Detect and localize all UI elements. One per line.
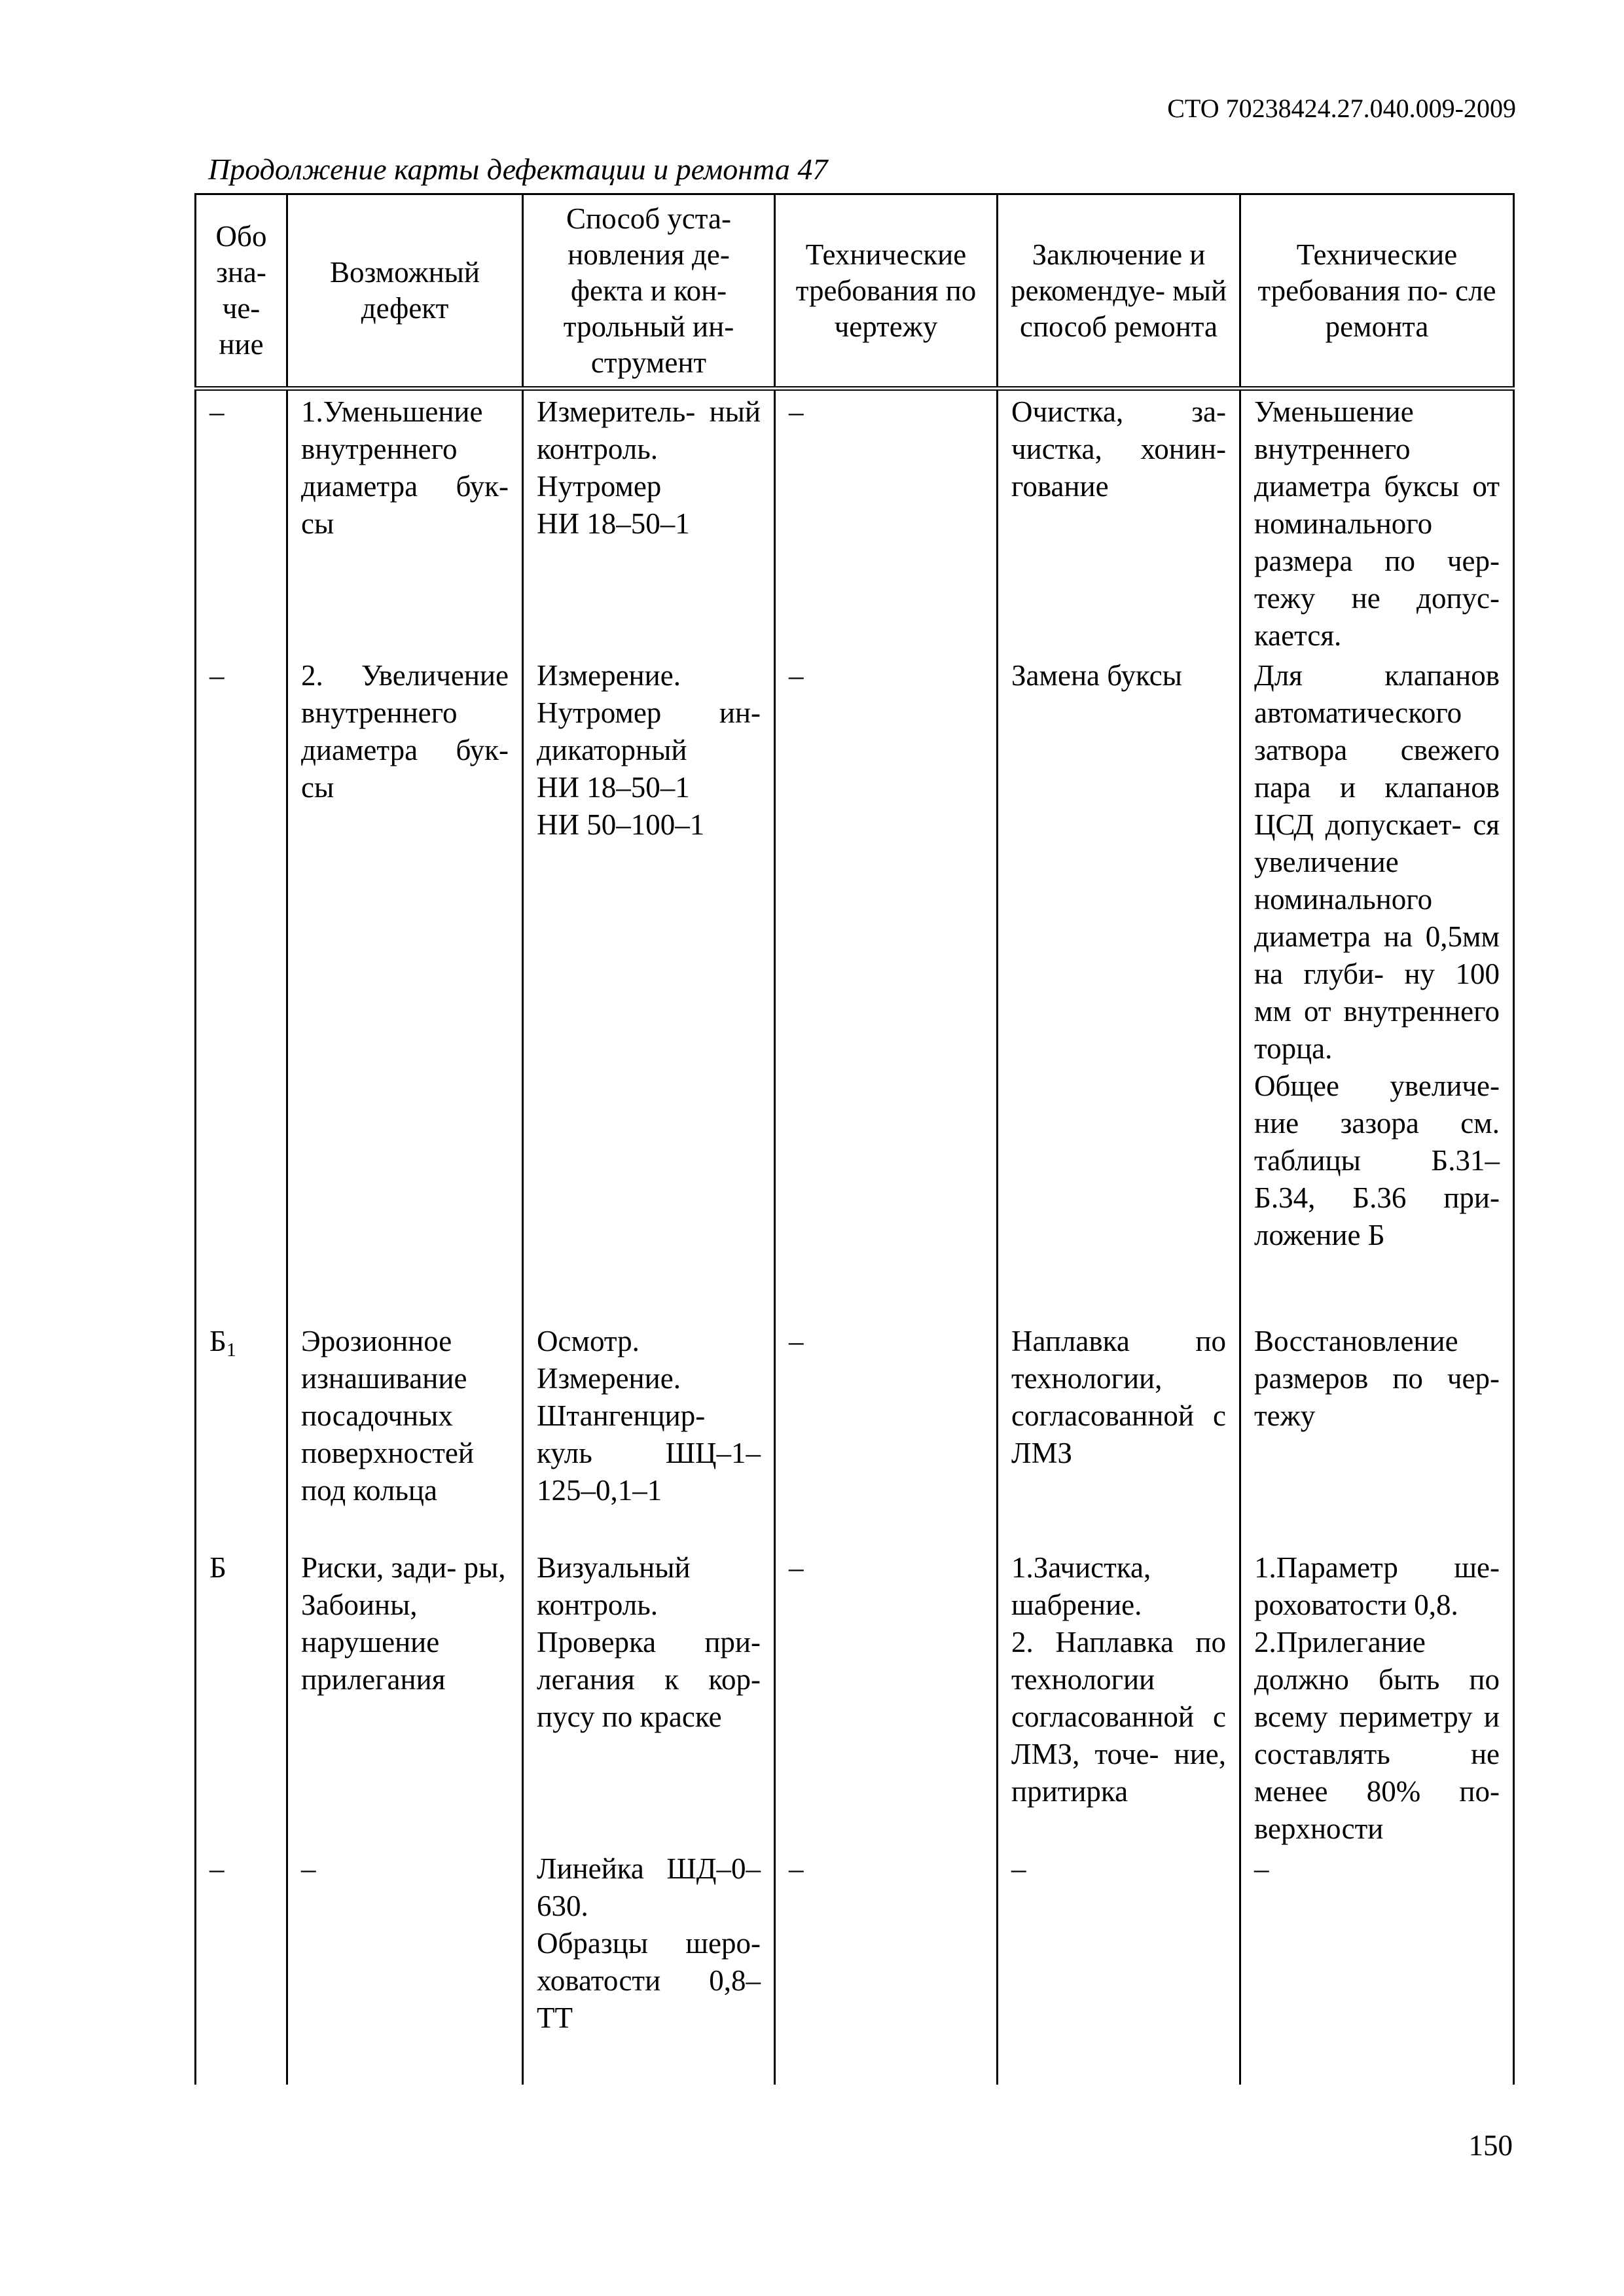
cell-line: Забоины, нарушение прилегания bbox=[301, 1588, 446, 1696]
cell-line: Замена буксы bbox=[1011, 659, 1182, 692]
cell-line: 1.Зачистка, шабрение. bbox=[1011, 1551, 1151, 1621]
column-header-defect: Возможный дефект bbox=[287, 194, 523, 389]
table-header-row bbox=[196, 194, 1514, 389]
cell-mark: – bbox=[196, 655, 287, 1320]
cell-mark: – bbox=[196, 389, 287, 655]
cell-line: Визуальный контроль. bbox=[537, 1551, 691, 1621]
cell-line: 2. Увеличение внутреннего диаметра бук- сы bbox=[301, 659, 509, 804]
cell-drawing-requirements: – bbox=[775, 655, 998, 1320]
cell-defect bbox=[287, 1320, 523, 1547]
cell-line: НИ 50–100–1 bbox=[537, 808, 705, 841]
document-code: СТО 70238424.27.040.009-2009 bbox=[1167, 94, 1516, 123]
cell-method bbox=[523, 1320, 775, 1547]
cell-line: – bbox=[301, 1852, 316, 1885]
cell-drawing-requirements: – bbox=[775, 389, 998, 655]
cell-line: Штангенцир- куль ШЦ–1– 125–0,1–1 bbox=[537, 1399, 761, 1507]
cell-drawing-requirements: – bbox=[775, 1320, 998, 1547]
cell-after-repair bbox=[1240, 655, 1514, 1320]
cell-line: Восстановление размеров по чер- тежу bbox=[1254, 1325, 1500, 1432]
column-header-mark: Обо зна- че- ние bbox=[196, 194, 287, 389]
cell-repair bbox=[998, 655, 1240, 1320]
page-number: 150 bbox=[1468, 2129, 1513, 2162]
cell-line: – bbox=[1254, 1852, 1269, 1885]
column-header-drawing-requirements: Технические требования по чертежу bbox=[775, 194, 998, 389]
cell-line: Общее увеличе- ние зазора см. таблицы Б.31– Б.34, Б.36 при- ложение Б bbox=[1254, 1069, 1500, 1251]
cell-line: НИ 18–50–1 bbox=[537, 771, 690, 804]
cell-line: Нутромер bbox=[537, 470, 662, 503]
table-row bbox=[196, 389, 1514, 655]
table-row bbox=[196, 1848, 1514, 2085]
cell-line: Для клапанов автоматического затвора свежего пара и клапанов ЦСД допускает- ся увеличение номинального диаметра на 0,5мм на глуби- ну 100 мм от внутреннего торца. bbox=[1254, 659, 1500, 1065]
cell-mark: – bbox=[196, 1848, 287, 2085]
cell-line: Образцы шеро- ховатости 0,8– ТТ bbox=[537, 1927, 761, 2034]
mark-subscript: 1 bbox=[226, 1339, 236, 1361]
table-row bbox=[196, 1320, 1514, 1547]
cell-after-repair bbox=[1240, 389, 1514, 655]
cell-method bbox=[523, 389, 775, 655]
cell-line: НИ 18–50–1 bbox=[537, 507, 690, 540]
cell-drawing-requirements: – bbox=[775, 1547, 998, 1848]
column-header-repair: Заключение и рекомендуе- мый способ ремонта bbox=[998, 194, 1240, 389]
cell-defect bbox=[287, 1547, 523, 1848]
cell-line: Измерение. bbox=[537, 659, 681, 692]
cell-defect bbox=[287, 1848, 523, 2085]
cell-mark: Б bbox=[196, 1547, 287, 1848]
column-header-after-repair: Технические требования по- сле ремонта bbox=[1240, 194, 1514, 389]
cell-line: Линейка ШД–0–630. bbox=[537, 1852, 761, 1922]
cell-after-repair bbox=[1240, 1547, 1514, 1848]
cell-line: Осмотр. bbox=[537, 1325, 640, 1357]
cell-after-repair bbox=[1240, 1848, 1514, 2085]
cell-line: Наплавка по технологии, согласованной с ЛМЗ bbox=[1011, 1325, 1226, 1469]
cell-repair bbox=[998, 1547, 1240, 1848]
table-caption: Продолжение карты дефектации и ремонта 47 bbox=[208, 152, 828, 186]
mark-base: Б bbox=[209, 1325, 226, 1357]
table-row bbox=[196, 655, 1514, 1320]
column-header-method: Способ уста- новления де- фекта и кон- трольный ин- струмент bbox=[523, 194, 775, 389]
cell-line: 1.Параметр ше- роховатости 0,8. bbox=[1254, 1551, 1500, 1621]
defect-repair-table bbox=[194, 193, 1515, 2085]
cell-method bbox=[523, 1547, 775, 1848]
cell-line: – bbox=[1011, 1852, 1026, 1885]
cell-drawing-requirements: – bbox=[775, 1848, 998, 2085]
cell-defect bbox=[287, 389, 523, 655]
table-row bbox=[196, 1547, 1514, 1848]
cell-repair bbox=[998, 1848, 1240, 2085]
cell-line: Проверка при- легания к кор- пусу по краске bbox=[537, 1626, 761, 1733]
cell-line: 2.Прилегание должно быть по всему периметру и составлять не менее 80% по- верхности bbox=[1254, 1626, 1500, 1845]
cell-line: Измерение. bbox=[537, 1362, 681, 1395]
cell-line: Уменьшение внутреннего диаметра буксы от номинального размера по чер- тежу не допус- кается. bbox=[1254, 395, 1500, 652]
cell-line: Риски, зади- ры, bbox=[301, 1551, 506, 1584]
cell-method bbox=[523, 655, 775, 1320]
cell-line: Очистка, за- чистка, хонин- гование bbox=[1011, 395, 1226, 503]
cell-defect bbox=[287, 655, 523, 1320]
cell-line: 1.Уменьшение внутреннего диаметра бук- сы bbox=[301, 395, 509, 540]
cell-line: Нутромер ин- дикаторный bbox=[537, 696, 761, 766]
cell-repair bbox=[998, 1320, 1240, 1547]
cell-line: Измеритель- ный контроль. bbox=[537, 395, 761, 465]
cell-line: Эрозионное изнашивание посадочных поверхностей под кольца bbox=[301, 1325, 474, 1507]
cell-line: 2. Наплавка по технологии согласованной с ЛМЗ, точе- ние, притирка bbox=[1011, 1626, 1226, 1808]
cell-repair bbox=[998, 389, 1240, 655]
cell-mark bbox=[196, 1320, 287, 1547]
cell-after-repair bbox=[1240, 1320, 1514, 1547]
cell-method bbox=[523, 1848, 775, 2085]
